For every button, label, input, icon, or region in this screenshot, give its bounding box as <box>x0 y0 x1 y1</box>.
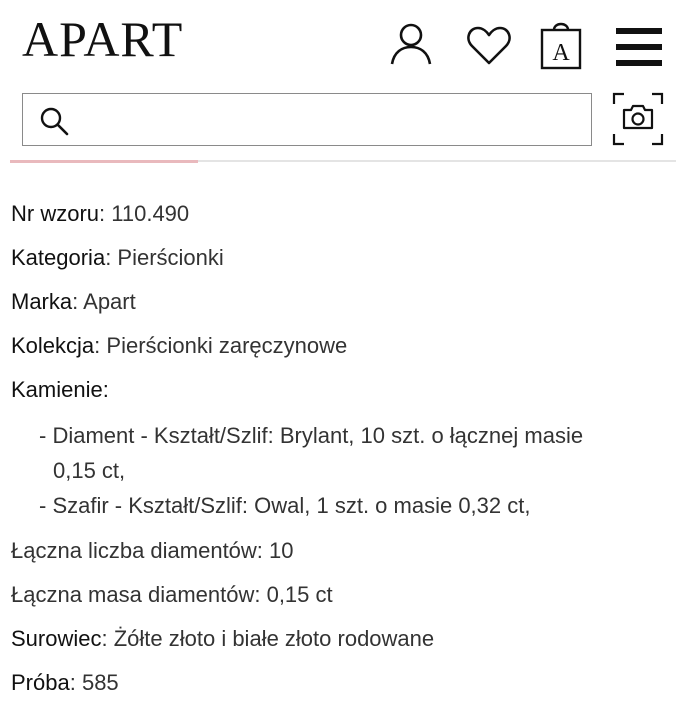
user-icon <box>388 20 434 66</box>
spec-label: Surowiec <box>11 626 102 651</box>
spec-label: Próba <box>11 670 70 695</box>
spec-value: Pierścionki zaręczynowe <box>100 333 348 358</box>
spec-separator: : <box>101 626 108 651</box>
spec-label: Kamienie: <box>11 377 109 402</box>
spec-label: Nr wzoru <box>11 201 100 226</box>
spec-material <box>11 617 671 661</box>
svg-text:A: A <box>552 40 570 66</box>
spec-pattern-number <box>11 192 671 236</box>
stone-item <box>39 418 671 488</box>
spec-separator: : <box>72 289 79 314</box>
spec-label: Marka <box>11 289 73 314</box>
spec-value: Żółte złoto i białe złoto rodowane <box>107 626 435 651</box>
search-icon[interactable] <box>39 106 69 136</box>
spec-category <box>11 236 671 280</box>
spec-separator: : <box>94 333 101 358</box>
account-button[interactable] <box>388 20 434 71</box>
visual-search-button[interactable] <box>612 92 664 151</box>
spec-diamond-count: Łączna liczba diamentów: 10 <box>11 538 294 563</box>
camera-icon <box>612 92 664 146</box>
wishlist-button[interactable] <box>466 24 512 71</box>
spec-label: Kolekcja <box>11 333 95 358</box>
shopping-bag-icon <box>540 18 582 70</box>
heart-icon <box>466 24 512 66</box>
stone-line: - Szafir - Kształt/Szlif: Owal, 1 szt. o masie 0,32 ct, <box>39 493 531 518</box>
stone-line: - Diament - Kształt/Szlif: Brylant, 10 szt. o łącznej masie <box>39 423 584 448</box>
spec-collection <box>11 324 671 368</box>
cart-button[interactable] <box>540 18 582 75</box>
spec-value: Pierścionki <box>111 245 224 270</box>
search-box[interactable] <box>22 93 592 146</box>
spec-separator: : <box>99 201 106 226</box>
hamburger-icon <box>616 26 662 68</box>
search-input[interactable] <box>83 104 587 136</box>
spec-label: Kategoria <box>11 245 106 270</box>
spec-value: 585 <box>75 670 119 695</box>
apart-logo[interactable]: APART <box>22 11 184 67</box>
active-tab-indicator <box>10 160 198 163</box>
spec-diamond-mass: Łączna masa diamentów: 0,15 ct <box>11 582 333 607</box>
product-specifications <box>11 192 671 705</box>
stone-item <box>39 488 671 523</box>
spec-value: 110.490 <box>105 201 190 226</box>
spec-separator: : <box>105 245 112 270</box>
spec-fineness <box>11 661 671 705</box>
spec-brand <box>11 280 671 324</box>
stones-list <box>39 412 671 529</box>
spec-separator: : <box>69 670 76 695</box>
spec-stones-heading <box>11 368 671 412</box>
site-header <box>0 0 686 90</box>
stone-line-continued: 0,15 ct, <box>53 458 126 483</box>
menu-button[interactable] <box>616 26 662 73</box>
spec-value: Apart <box>78 289 136 314</box>
